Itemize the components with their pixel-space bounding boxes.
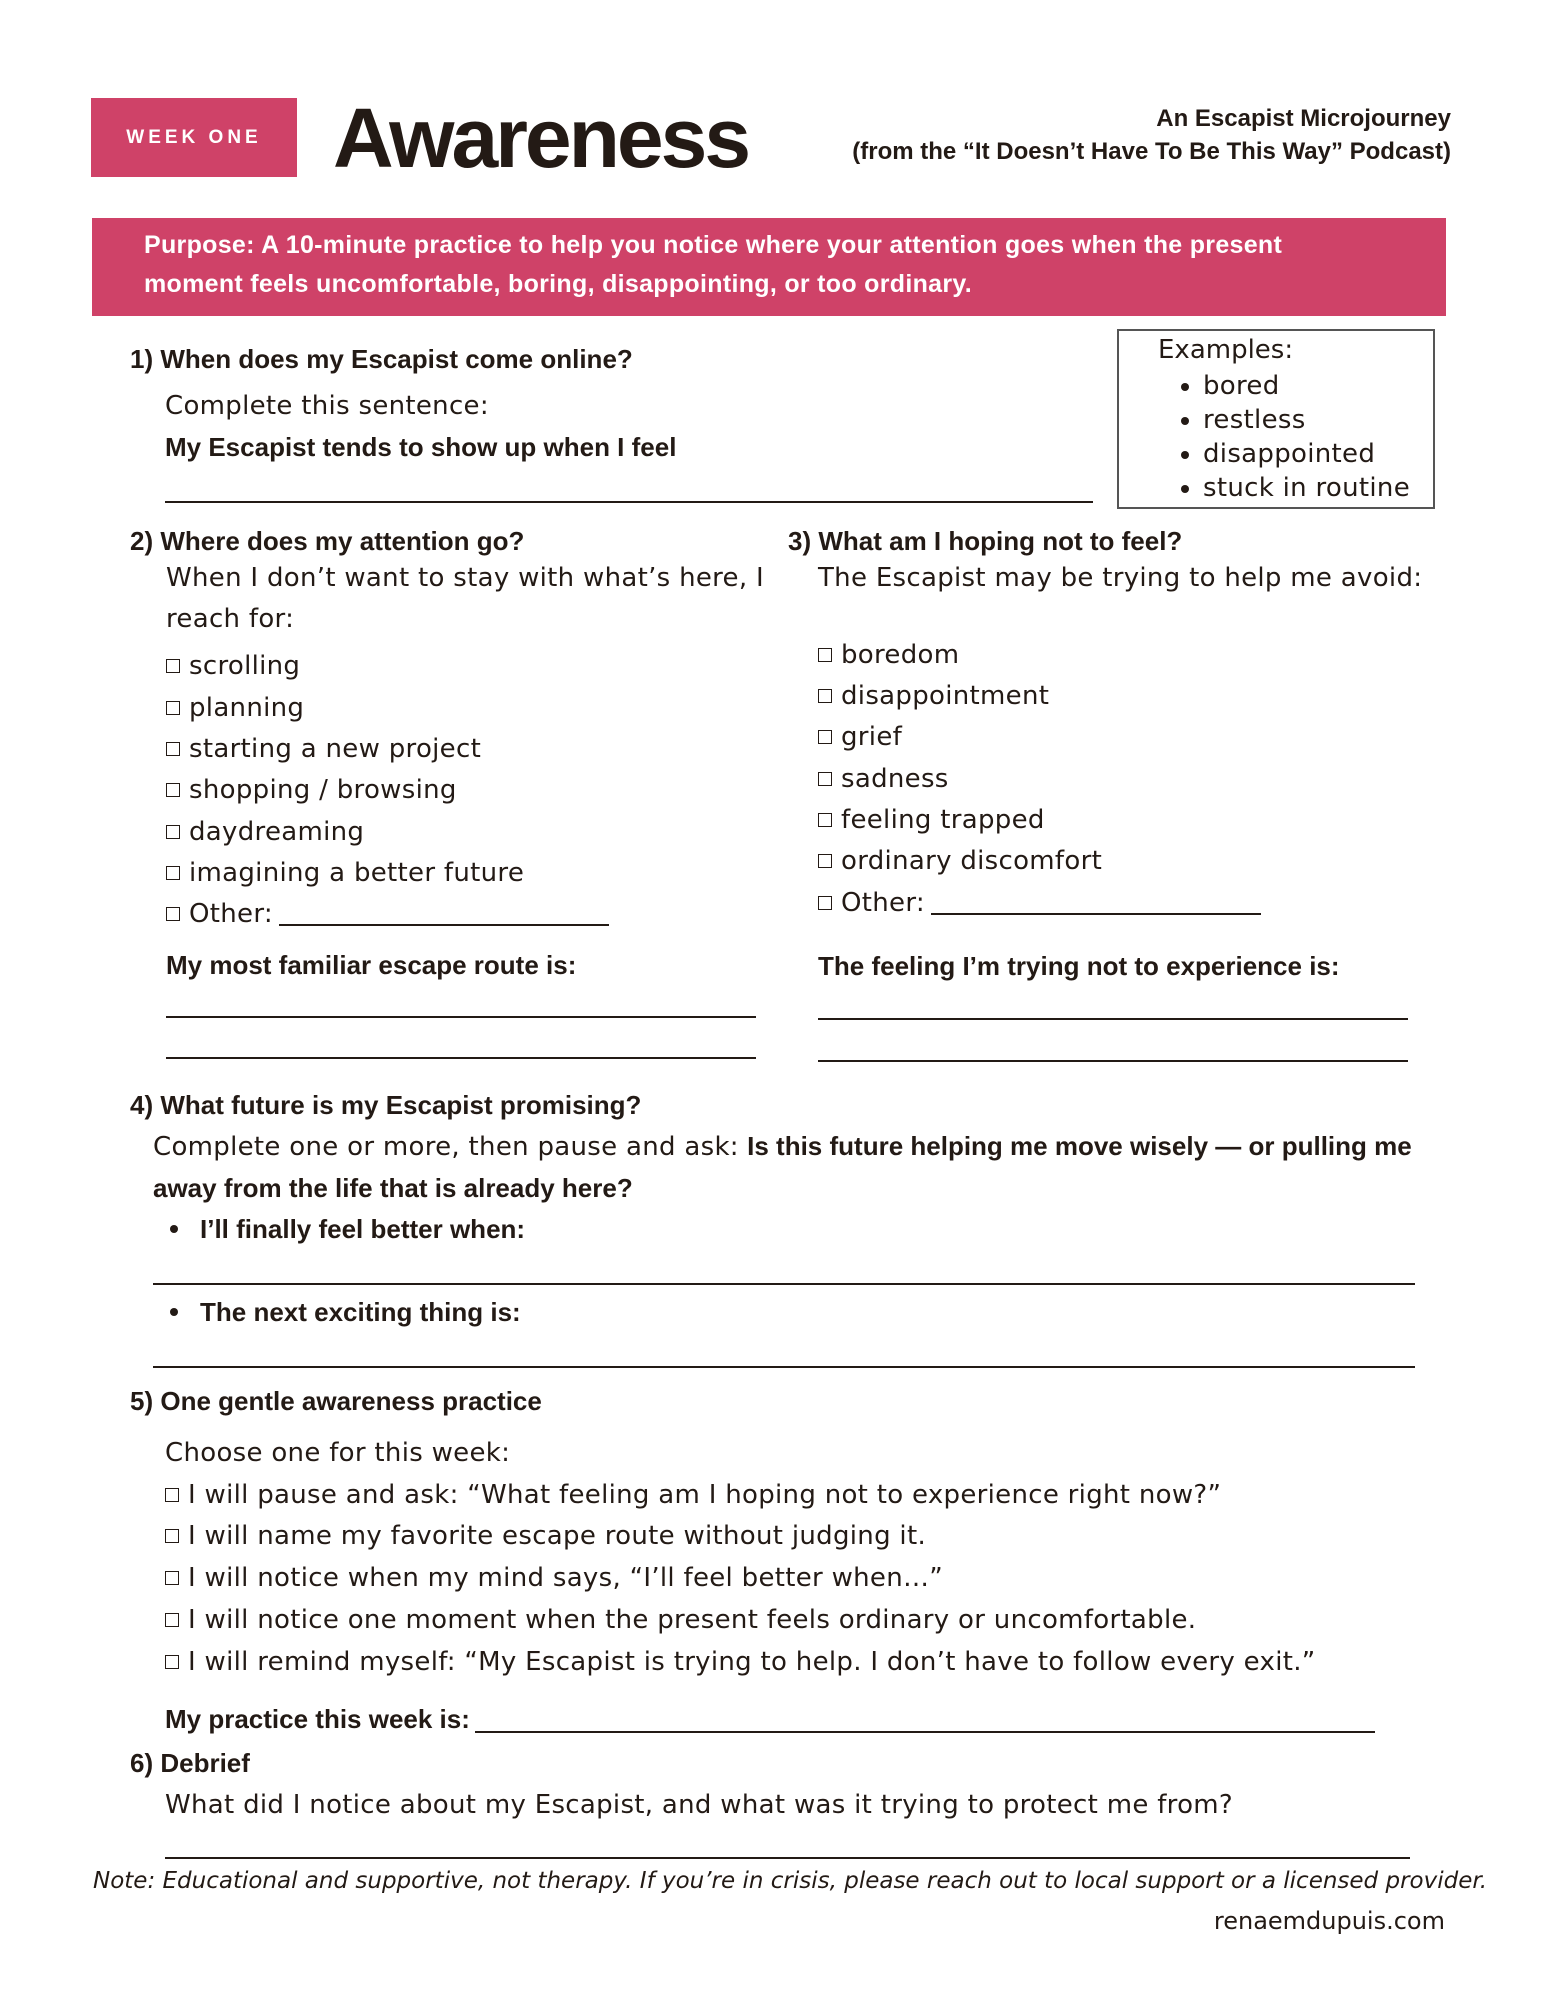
checkbox-practice-remind[interactable] — [165, 1647, 1316, 1677]
checkbox-practice-notice-moment[interactable] — [165, 1605, 1196, 1635]
checkbox-option-ordinary-discomfort[interactable] — [818, 846, 1102, 876]
checkbox-icon[interactable] — [166, 742, 180, 756]
option-label: I will remind myself: “My Escapist is trying to help. I don’t have to follow every exit.” — [188, 1647, 1316, 1677]
option-label: starting a new project — [189, 734, 482, 764]
option-label: shopping / browsing — [189, 775, 457, 805]
option-label: boredom — [841, 640, 960, 670]
bullet-label: The next exciting thing is: — [200, 1297, 521, 1327]
option-label: scrolling — [189, 651, 301, 681]
section-4-answer-line-1[interactable] — [153, 1283, 1415, 1285]
section-4-answer-line-2[interactable] — [153, 1366, 1415, 1368]
option-label: daydreaming — [189, 817, 365, 847]
section-2-prompt-line-2: reach for: — [166, 604, 295, 634]
examples-title: Examples: — [1158, 335, 1294, 365]
checkbox-icon[interactable] — [165, 1571, 179, 1585]
checkbox-icon[interactable] — [165, 1529, 179, 1543]
option-label: ordinary discomfort — [841, 846, 1103, 876]
checkbox-icon[interactable] — [165, 1613, 179, 1627]
bullet-icon — [170, 1225, 178, 1233]
section-2-answer-line-1[interactable] — [166, 1016, 756, 1018]
checkbox-option-other[interactable] — [818, 888, 1261, 918]
section-6-heading: 6) Debrief — [130, 1748, 250, 1778]
option-label: Other: — [841, 888, 925, 918]
week-badge: WEEK ONE — [91, 98, 297, 177]
page-title: Awareness — [333, 91, 749, 185]
option-label: disappointment — [841, 681, 1050, 711]
option-label: I will notice one moment when the present feels ordinary or uncomfortable. — [188, 1605, 1197, 1635]
section-3-prompt: The Escapist may be trying to help me avoid: — [818, 563, 1423, 593]
examples-list — [1119, 369, 1410, 505]
checkbox-option-sadness[interactable] — [818, 764, 949, 794]
checkbox-icon[interactable] — [818, 689, 832, 703]
checkbox-icon[interactable] — [818, 896, 832, 910]
checkbox-icon[interactable] — [166, 659, 180, 673]
checkbox-icon[interactable] — [166, 701, 180, 715]
section-4-prompt-text: Complete one or more, then pause and ask: — [153, 1132, 739, 1162]
section-4-question-part-2: away from the life that is already here? — [153, 1173, 633, 1203]
checkbox-option-new-project[interactable] — [166, 734, 481, 764]
example-item: • disappointed — [1203, 437, 1410, 471]
checkbox-icon[interactable] — [166, 866, 180, 880]
other-answer-line[interactable] — [279, 924, 609, 926]
footer-site-link[interactable]: renaemdupuis.com — [1213, 1907, 1445, 1935]
series-subtitle: An Escapist Microjourney — [1156, 105, 1451, 132]
checkbox-option-feeling-trapped[interactable] — [818, 805, 1045, 835]
bullet-icon — [170, 1308, 178, 1316]
checkbox-practice-name-route[interactable] — [165, 1521, 926, 1551]
checkbox-practice-notice-mind[interactable] — [165, 1563, 943, 1593]
section-5-prompt: Choose one for this week: — [165, 1438, 511, 1468]
checkbox-icon[interactable] — [165, 1488, 179, 1502]
option-label: I will notice when my mind says, “I’ll feel better when…” — [188, 1563, 944, 1593]
checkbox-icon[interactable] — [818, 730, 832, 744]
example-item: • bored — [1203, 369, 1410, 403]
example-item: • restless — [1203, 403, 1410, 437]
section-1-prompt: Complete this sentence: — [165, 391, 489, 421]
checkbox-option-boredom[interactable] — [818, 640, 959, 670]
option-label: Other: — [189, 899, 273, 929]
other-answer-line[interactable] — [931, 913, 1261, 915]
examples-box — [1117, 329, 1435, 509]
section-6-answer-line[interactable] — [165, 1857, 1410, 1859]
section-3-answer-label: The feeling I’m trying not to experience is: — [818, 951, 1340, 981]
footer-note: Note: Educational and supportive, not therapy. If you’re in crisis, please reach out to local support or a licensed provider. — [93, 1868, 1488, 1894]
section-3-heading: 3) What am I hoping not to feel? — [788, 526, 1183, 556]
checkbox-option-other[interactable] — [166, 899, 609, 929]
checkbox-icon[interactable] — [818, 772, 832, 786]
section-1-heading: 1) When does my Escapist come online? — [130, 344, 633, 374]
checkbox-option-grief[interactable] — [818, 722, 902, 752]
option-label: planning — [189, 693, 305, 723]
section-4-question-part-1: Is this future helping me move wisely — or pulling me — [747, 1131, 1412, 1161]
section-3-answer-line-2[interactable] — [818, 1060, 1408, 1062]
section-6-prompt: What did I notice about my Escapist, and what was it trying to protect me from? — [165, 1790, 1234, 1820]
checkbox-icon[interactable] — [818, 854, 832, 868]
checkbox-icon[interactable] — [166, 825, 180, 839]
example-item: • stuck in routine — [1203, 471, 1410, 505]
checkbox-option-better-future[interactable] — [166, 858, 524, 888]
checkbox-practice-pause[interactable] — [165, 1480, 1221, 1510]
checkbox-option-scrolling[interactable] — [166, 651, 300, 681]
option-label: imagining a better future — [189, 858, 525, 888]
option-label: I will pause and ask: “What feeling am I hoping not to experience right now?” — [188, 1480, 1222, 1510]
section-2-heading: 2) Where does my attention go? — [130, 526, 525, 556]
section-2-answer-label: My most familiar escape route is: — [166, 950, 577, 980]
section-5-answer-line[interactable] — [475, 1731, 1375, 1733]
option-label: I will name my favorite escape route without judging it. — [188, 1521, 927, 1551]
checkbox-option-daydreaming[interactable] — [166, 817, 364, 847]
podcast-subtitle: (from the “It Doesn’t Have To Be This Way” Podcast) — [852, 138, 1451, 165]
option-label: feeling trapped — [841, 805, 1045, 835]
checkbox-icon[interactable] — [166, 907, 180, 921]
checkbox-icon[interactable] — [165, 1655, 179, 1669]
section-3-answer-line-1[interactable] — [818, 1018, 1408, 1020]
checkbox-option-disappointment[interactable] — [818, 681, 1049, 711]
section-1-sentence: My Escapist tends to show up when I feel — [165, 432, 677, 462]
section-4-heading: 4) What future is my Escapist promising? — [130, 1090, 642, 1120]
section-5-answer-label: My practice this week is: — [165, 1704, 470, 1734]
section-4-bullet-2 — [170, 1297, 521, 1328]
checkbox-option-planning[interactable] — [166, 693, 304, 723]
section-4-bullet-1 — [170, 1214, 525, 1245]
bullet-label: I’ll finally feel better when: — [200, 1214, 526, 1244]
checkbox-icon[interactable] — [166, 783, 180, 797]
checkbox-option-shopping[interactable] — [166, 775, 457, 805]
option-label: sadness — [841, 764, 949, 794]
section-5-heading: 5) One gentle awareness practice — [130, 1386, 542, 1416]
section-1-answer-line[interactable] — [165, 501, 1093, 503]
purpose-line-2: moment feels uncomfortable, boring, disappointing, or too ordinary. — [144, 270, 972, 298]
purpose-banner — [92, 218, 1446, 316]
purpose-line-1: Purpose: A 10-minute practice to help you notice where your attention goes when the present — [144, 231, 1283, 259]
section-2-prompt-line-1: When I don’t want to stay with what’s here, I — [166, 563, 764, 593]
section-2-answer-line-2[interactable] — [166, 1057, 756, 1059]
checkbox-icon[interactable] — [818, 648, 832, 662]
section-4-prompt — [153, 1131, 1412, 1162]
option-label: grief — [841, 722, 903, 752]
checkbox-icon[interactable] — [818, 813, 832, 827]
